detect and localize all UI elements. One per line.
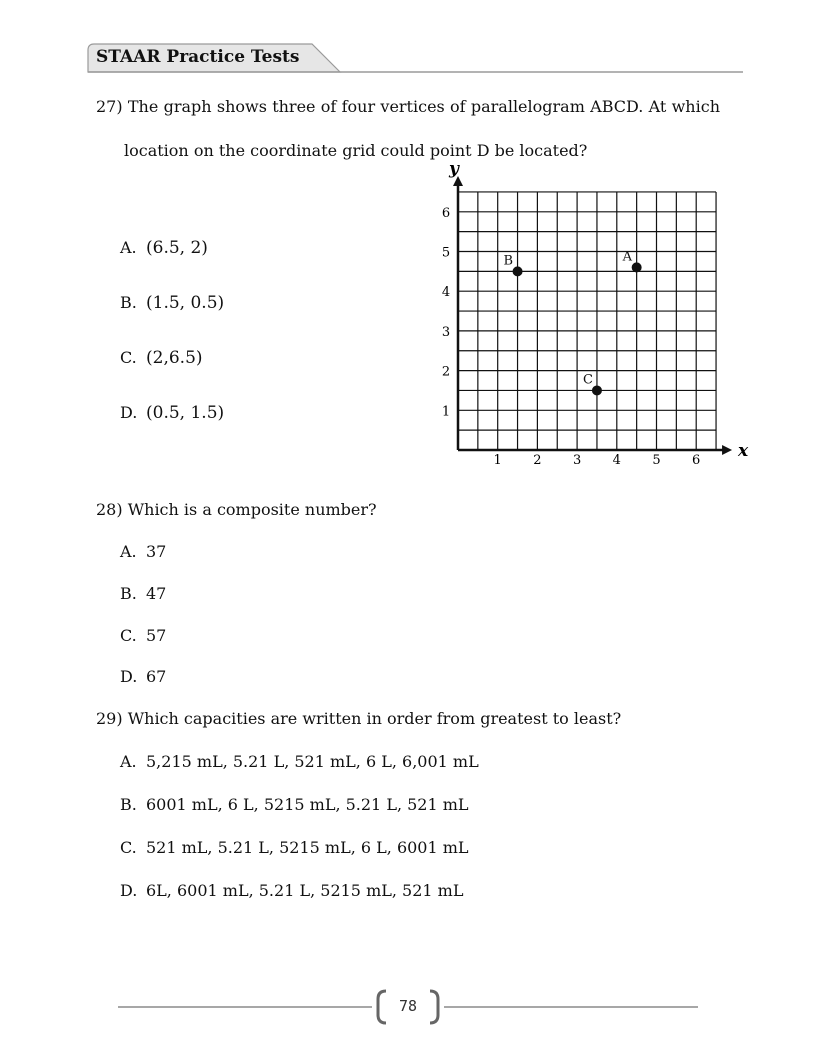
x-tick-label: 2 bbox=[533, 453, 542, 468]
option-text: 6001 mL, 6 L, 5215 mL, 5.21 L, 521 mL bbox=[146, 795, 469, 814]
option-label: A. bbox=[120, 238, 137, 257]
y-axis-label: y bbox=[449, 160, 459, 179]
y-tick-label: 3 bbox=[441, 324, 451, 340]
option-text: (2,6.5) bbox=[146, 348, 203, 368]
option-text: 37 bbox=[146, 542, 167, 561]
option-text: (6.5, 2) bbox=[146, 238, 208, 258]
option-label: C. bbox=[120, 348, 137, 367]
x-tick-label: 5 bbox=[652, 453, 661, 468]
point-c bbox=[592, 385, 602, 395]
option-label: B. bbox=[120, 584, 137, 603]
question-27-text-continued: location on the coordinate grid could point D be located? bbox=[124, 141, 588, 160]
option-text: (0.5, 1.5) bbox=[146, 403, 225, 423]
x-axis-arrow bbox=[722, 445, 732, 455]
question-28-text: 28) Which is a composite number? bbox=[96, 500, 377, 519]
q28-option-d[interactable] bbox=[120, 667, 166, 687]
option-label: B. bbox=[120, 795, 137, 814]
option-text: 6L, 6001 mL, 5.21 L, 5215 mL, 521 mL bbox=[146, 881, 464, 900]
option-text: (1.5, 0.5) bbox=[146, 293, 225, 313]
point-b bbox=[513, 266, 523, 276]
q27-option-b[interactable] bbox=[120, 293, 224, 313]
x-axis-label: x bbox=[738, 441, 749, 461]
option-label: B. bbox=[120, 293, 137, 312]
q28-option-a[interactable] bbox=[120, 542, 166, 562]
option-text: 57 bbox=[146, 626, 167, 645]
x-tick-label: 1 bbox=[493, 453, 502, 468]
q29-option-b[interactable] bbox=[120, 795, 469, 815]
option-text: 5,215 mL, 5.21 L, 521 mL, 6 L, 6,001 mL bbox=[146, 752, 479, 771]
y-tick-label: 5 bbox=[441, 245, 451, 261]
option-label: D. bbox=[120, 881, 138, 900]
point-label-b: B bbox=[503, 253, 514, 269]
option-text: 521 mL, 5.21 L, 5215 mL, 6 L, 6001 mL bbox=[146, 838, 469, 857]
option-label: C. bbox=[120, 838, 137, 857]
option-label: A. bbox=[120, 752, 137, 771]
x-tick-label: 6 bbox=[692, 453, 701, 468]
option-label: D. bbox=[120, 403, 138, 422]
x-tick-label: 3 bbox=[572, 453, 582, 468]
header-title: STAAR Practice Tests bbox=[96, 47, 300, 67]
q27-option-a[interactable] bbox=[120, 238, 208, 258]
question-29-text: 29) Which capacities are written in order from greatest to least? bbox=[96, 709, 622, 728]
y-tick-label: 4 bbox=[441, 285, 451, 301]
point-label-a: A bbox=[622, 249, 633, 265]
q29-option-a[interactable] bbox=[120, 752, 479, 772]
coordinate-grid bbox=[430, 160, 760, 470]
question-27-text: 27) The graph shows three of four vertices of parallelogram ABCD. At which bbox=[96, 97, 720, 116]
option-text: 47 bbox=[146, 584, 167, 603]
option-label: C. bbox=[120, 626, 137, 645]
y-tick-label: 2 bbox=[441, 364, 451, 380]
y-tick-label: 1 bbox=[441, 404, 451, 420]
q27-option-c[interactable] bbox=[120, 348, 203, 368]
q27-option-d[interactable] bbox=[120, 403, 224, 423]
x-tick-label: 4 bbox=[612, 453, 621, 468]
page-number: 78 bbox=[398, 997, 418, 1015]
option-label: A. bbox=[120, 542, 137, 561]
q29-option-c[interactable] bbox=[120, 838, 469, 858]
q28-option-b[interactable] bbox=[120, 584, 166, 604]
point-label-c: C bbox=[582, 372, 593, 388]
q28-option-c[interactable] bbox=[120, 626, 166, 646]
y-tick-label: 6 bbox=[441, 205, 451, 221]
option-text: 67 bbox=[146, 667, 167, 686]
point-a bbox=[632, 262, 642, 272]
option-label: D. bbox=[120, 667, 138, 686]
q29-option-d[interactable] bbox=[120, 881, 463, 901]
